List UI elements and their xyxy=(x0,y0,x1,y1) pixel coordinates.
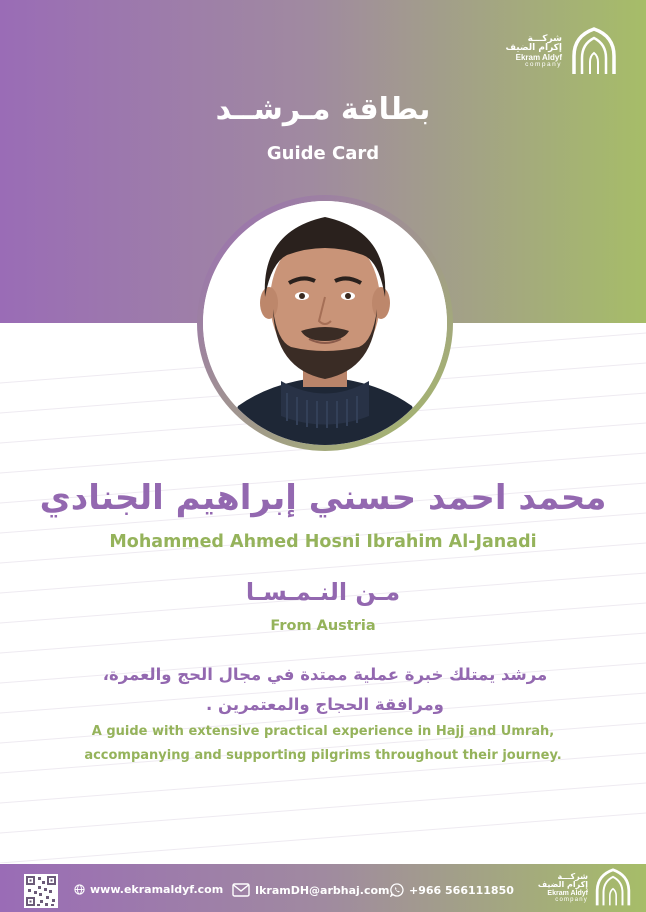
logo-line-ar-2: إكرام الضيف xyxy=(505,43,562,54)
guide-name-arabic: محمد احمد حسني إبراهيم الجنادي xyxy=(39,478,607,518)
company-logo xyxy=(488,24,618,80)
envelope-icon xyxy=(232,883,250,897)
description-english: A guide with extensive practical experience in Hajj and Umrah, accompanying and supporting pilgrims throughout their journey. xyxy=(84,724,562,763)
footer-logo-text xyxy=(538,873,588,903)
description-arabic: مرشد يمتلك خبرة عملية ممتدة في مجال الحج والعمرة، ومرافقة الحجاج والمعتمرين . xyxy=(102,665,548,714)
origin-english: From Austria xyxy=(270,618,376,634)
email-link[interactable] xyxy=(232,883,390,897)
globe-icon xyxy=(74,884,85,895)
guide-portrait xyxy=(203,201,447,445)
website-link[interactable] xyxy=(74,883,223,896)
phone-text: +966 566111850 xyxy=(409,883,514,897)
arch-logo-icon xyxy=(594,867,632,909)
website-text: www.ekramaldyf.com xyxy=(90,883,224,896)
phone-link[interactable] xyxy=(390,883,514,897)
footer-logo-line-ar-2: إكرام الضيف xyxy=(537,880,588,890)
footer-logo-line-en-2: company xyxy=(555,896,588,903)
footer-logo xyxy=(538,867,632,909)
logo-line-en-1: Ekram Aldyf xyxy=(515,52,562,62)
card-title-arabic: بطاقة مـرشــد xyxy=(215,92,431,127)
origin-arabic: مـن النـمـسـا xyxy=(245,578,401,606)
logo-line-ar-1: شركـــة xyxy=(527,33,562,44)
footer-bar xyxy=(0,864,646,912)
logo-line-en-2: company xyxy=(525,61,562,69)
whatsapp-icon xyxy=(390,883,404,897)
footer-logo-line-en-1: Ekram Aldyf xyxy=(547,889,588,897)
guide-name-english: Mohammed Ahmed Hosni Ibrahim Al-Janadi xyxy=(109,532,537,552)
email-text: IkramDH@arbhaj.com xyxy=(255,883,390,897)
arch-logo-icon xyxy=(570,26,618,78)
photo-frame xyxy=(197,195,453,451)
logo-text xyxy=(506,35,562,69)
guide-photo xyxy=(203,201,447,445)
footer-logo-line-ar-1: شركـــة xyxy=(557,871,588,881)
qr-code-icon[interactable] xyxy=(24,874,58,908)
card-title-english: Guide Card xyxy=(266,143,380,164)
